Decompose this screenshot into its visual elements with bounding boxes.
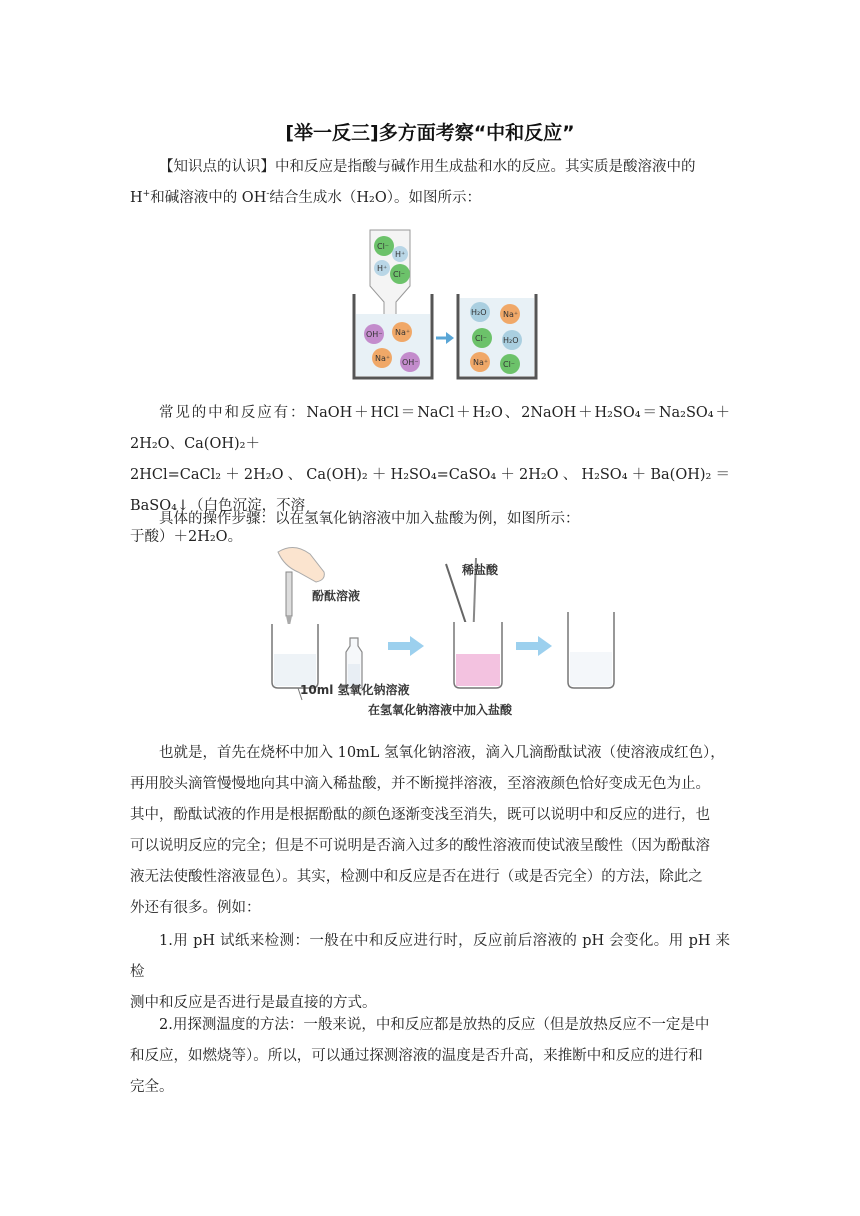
phenol-label: 酚酞溶液 bbox=[312, 589, 361, 603]
dropper-ion-label: H⁺ bbox=[395, 250, 406, 259]
beaker-ion-label: H₂O bbox=[471, 308, 487, 317]
reactions-line-1: 常见的中和反应有：NaOH＋HCl＝NaCl＋H₂O、2NaOH＋H₂SO₄＝Na₂SO₄＋2H₂O、Ca(OH)₂＋ bbox=[130, 405, 730, 452]
dropper-ion-label: Cl⁻ bbox=[393, 270, 406, 279]
intro-line-1: 【知识点的认识】中和反应是指酸与碱作用生成盐和水的反应。其实质是酸溶液中的 bbox=[159, 159, 696, 175]
beaker-ion-label: Cl⁻ bbox=[475, 334, 488, 343]
steps-intro-line: 具体的操作步骤：以在氢氧化钠溶液中加入盐酸为例，如图所示： bbox=[159, 511, 580, 527]
method-2-paragraph bbox=[130, 1010, 730, 1103]
body-line: 其中，酚酞试液的作用是根据酚酞的颜色逐渐变浅至消失，既可以说明中和反应的进行，也 bbox=[130, 807, 710, 823]
beaker-ion-label: Na⁺ bbox=[375, 354, 391, 363]
naoh-label: 10ml 氢氧化钠溶液 bbox=[300, 683, 410, 697]
method-line: 完全。 bbox=[130, 1079, 174, 1095]
hydrogen-symbol: H bbox=[130, 190, 143, 206]
method-1-paragraph bbox=[130, 926, 730, 1019]
beaker-ion-label: Na⁺ bbox=[395, 328, 411, 337]
plus-charge: + bbox=[142, 189, 151, 200]
body-line: 也就是，首先在烧杯中加入 10mL 氢氧化钠溶液，滴入几滴酚酞试液（使溶液成红色）， bbox=[159, 745, 725, 761]
beaker-ion-label: Cl⁻ bbox=[503, 360, 516, 369]
minus-charge: - bbox=[266, 189, 270, 200]
arrow-icon bbox=[388, 636, 424, 656]
body-line: 外还有很多。例如： bbox=[130, 900, 261, 916]
body-line: 液无法使酸性溶液显色）。其实，检测中和反应是否在进行（或是否完全）的方法，除此之 bbox=[130, 869, 703, 885]
intro-line-2 bbox=[130, 183, 730, 214]
intro-line-2-mid: 和碱溶液中的 OH bbox=[150, 190, 267, 206]
method-line: 1.用 pH 试纸来检测：一般在中和反应进行时，反应前后溶液的 pH 会变化。用 pH 来检 bbox=[130, 933, 730, 980]
reactions-line-3: 于酸）＋2H₂O。 bbox=[130, 529, 243, 545]
beaker-ion-label: H₂O bbox=[503, 336, 519, 345]
method-line: 测中和反应是否进行是最直接的方式。 bbox=[130, 995, 377, 1011]
body-line: 可以说明反应的完全；但是不可说明是否滴入过多的酸性溶液而使试液呈酸性（因为酚酞溶 bbox=[130, 838, 710, 854]
beaker-ion-label: OH⁻ bbox=[402, 358, 419, 367]
method-line: 和反应，如燃烧等）。所以，可以通过探测溶液的温度是否升高，来推断中和反应的进行和 bbox=[130, 1048, 703, 1064]
reactions-line-2: 2HCl=CaCl₂＋2H₂O、Ca(OH)₂＋H₂SO₄=CaSO₄＋2H₂O、H₂SO₄＋Ba(OH)₂＝BaSO₄↓（白色沉淀，不溶 bbox=[130, 467, 730, 514]
body-line: 再用胶头滴管慢慢地向其中滴入稀盐酸，并不断搅拌溶液，至溶液颜色恰好变成无色为止。 bbox=[130, 776, 710, 792]
acid-label: 稀盐酸 bbox=[462, 563, 499, 577]
beaker-ion-label: OH⁻ bbox=[366, 330, 383, 339]
figure-caption: 在氢氧化钠溶液中加入盐酸 bbox=[368, 703, 513, 717]
method-line: 2.用探测温度的方法：一般来说，中和反应都是放热的反应（但是放热反应不一定是中 bbox=[159, 1017, 710, 1033]
dropper-icon bbox=[286, 572, 292, 616]
intro-line-2-end: 结合生成水（H₂O）。如图所示： bbox=[269, 190, 482, 206]
dropper-ion-label: Cl⁻ bbox=[377, 242, 390, 251]
steps-intro-paragraph bbox=[130, 504, 730, 535]
ion-diagram-figure bbox=[340, 228, 550, 386]
page-title: [举一反三]多方面考察“中和反应” bbox=[285, 122, 575, 144]
intro-paragraph bbox=[130, 152, 730, 214]
procedure-figure bbox=[264, 542, 620, 720]
dropper-ion-label: H⁺ bbox=[377, 264, 388, 273]
body-paragraph bbox=[130, 738, 730, 924]
beaker-ion-label: Na⁺ bbox=[503, 310, 519, 319]
beaker-ion-label: Na⁺ bbox=[473, 358, 489, 367]
arrow-icon bbox=[516, 636, 552, 656]
